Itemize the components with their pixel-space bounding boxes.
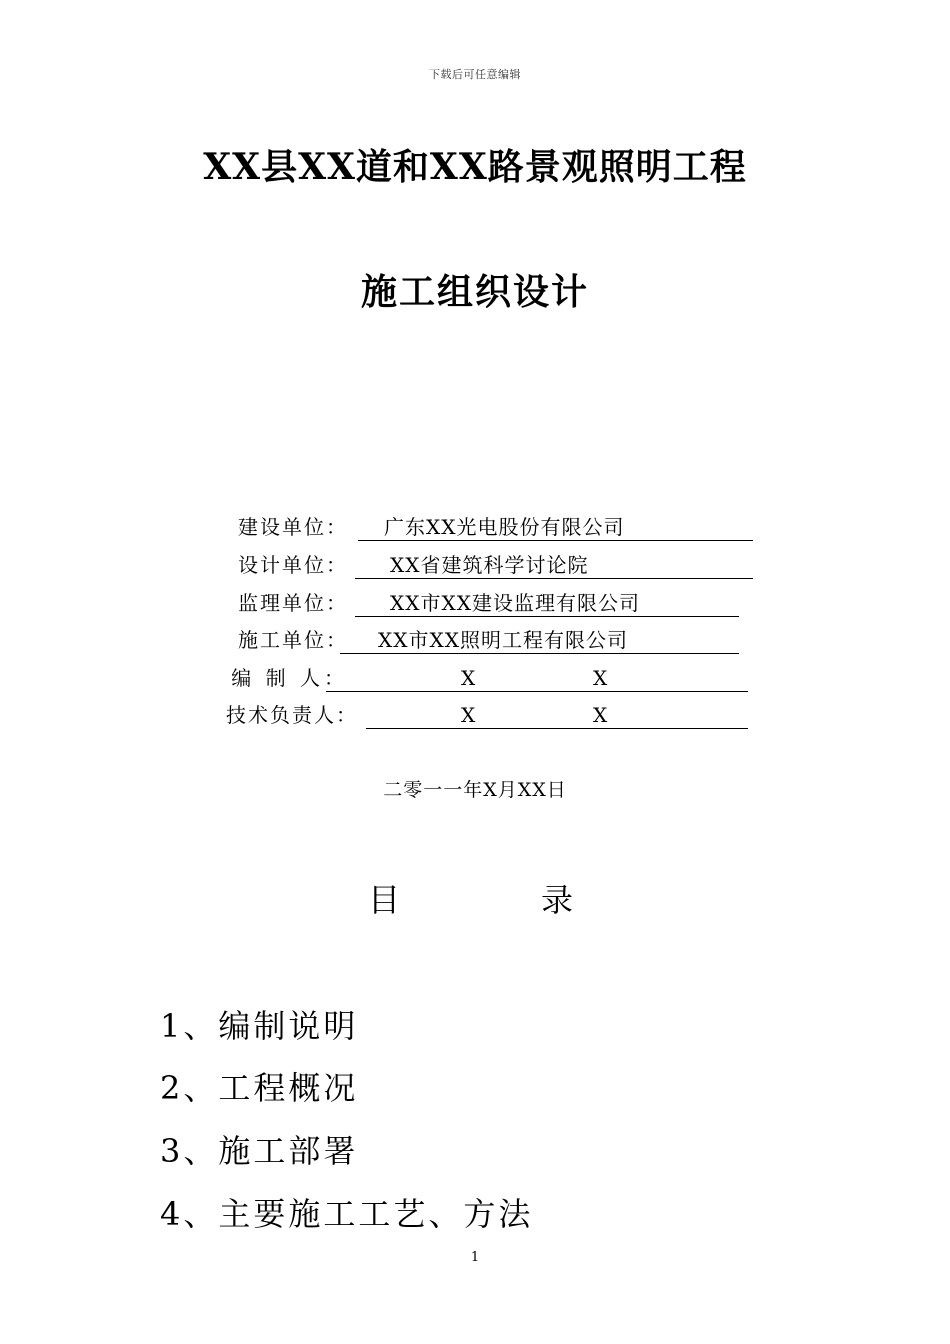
info-row-tech-lead bbox=[0, 700, 950, 730]
toc-title-left: 目 bbox=[368, 881, 401, 919]
info-value: X bbox=[461, 703, 477, 727]
document-subtitle: 施工组织设计 bbox=[360, 271, 589, 313]
toc-title bbox=[0, 878, 950, 922]
info-row-contractor bbox=[0, 625, 950, 655]
info-value: XX省建筑科学讨论院 bbox=[390, 553, 589, 577]
toc-item: 1、编制说明 bbox=[160, 1007, 359, 1045]
info-value-2: X bbox=[593, 703, 609, 727]
info-label: 编 制 人： bbox=[231, 666, 348, 690]
toc-item: 3、施工部署 bbox=[160, 1132, 359, 1170]
header-note: 下载后可任意编辑 bbox=[429, 68, 521, 81]
info-label: 监理单位： bbox=[238, 591, 348, 615]
info-value: 广东XX光电股份有限公司 bbox=[384, 515, 625, 539]
info-value: X bbox=[461, 666, 477, 690]
info-label: 建设单位： bbox=[238, 515, 348, 539]
info-row-compiler bbox=[0, 663, 950, 693]
info-label: 技术负责人： bbox=[226, 703, 358, 727]
info-row-designer bbox=[0, 550, 950, 580]
document-date: 二零一一年X月XX日 bbox=[383, 779, 567, 801]
info-label: 施工单位： bbox=[238, 628, 348, 652]
info-value: XX市XX照明工程有限公司 bbox=[378, 628, 628, 652]
page-number: 1 bbox=[470, 1250, 480, 1265]
info-value-2: X bbox=[593, 666, 609, 690]
document-title: XX县XX道和XX路景观照明工程 bbox=[203, 146, 747, 188]
info-value: XX市XX建设监理有限公司 bbox=[390, 591, 640, 615]
info-underline bbox=[366, 728, 748, 729]
info-row-supervisor bbox=[0, 588, 950, 618]
info-label: 设计单位： bbox=[238, 553, 348, 577]
toc-title-right: 录 bbox=[541, 881, 574, 919]
toc-item: 4、主要施工工艺、方法 bbox=[160, 1195, 534, 1233]
info-underline bbox=[326, 691, 748, 692]
toc-item: 2、工程概况 bbox=[160, 1069, 359, 1107]
info-row-client bbox=[0, 512, 950, 542]
